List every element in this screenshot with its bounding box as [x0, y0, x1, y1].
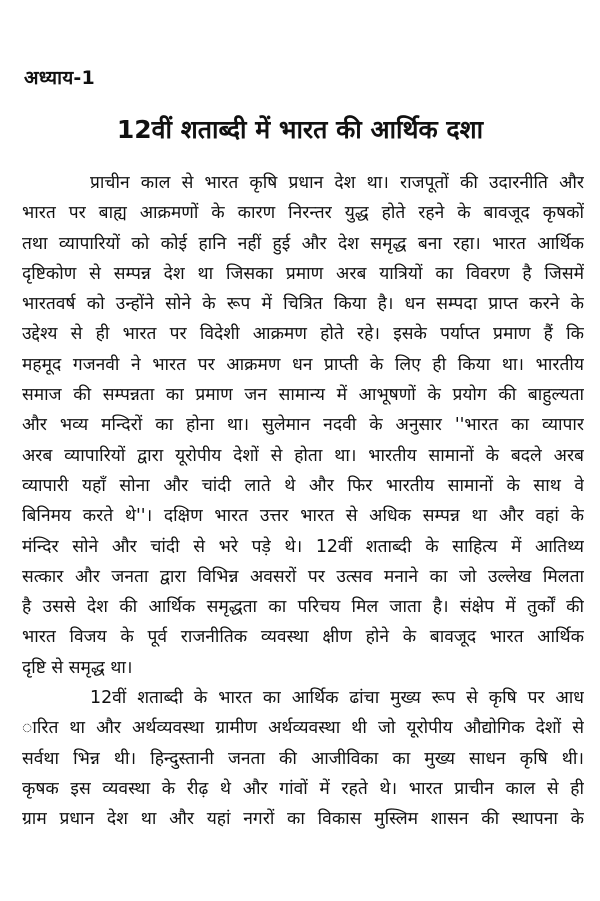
text-line: अरब व्यापारियों द्वारा यूरोपीय देशों से होता था। भारतीय सामानों के बदले अरब [22, 445, 584, 466]
text-line: मंन्दिर सोने और चांदी से भरे पड़े थे। 12वीं शताब्दी के साहित्य में आतिथ्य [22, 536, 584, 557]
text-line: बिनिमय करते थे''। दक्षिण भारत उत्तर भारत से अधिक सम्पन्न था और वहां के [22, 506, 584, 527]
text-line: महमूद गजनवी ने भारत पर आक्रमण धन प्राप्ती के लिए ही किया था। भारतीय [22, 354, 584, 375]
text-line: उद्देश्य से ही भारत पर विदेशी आक्रमण होते रहे। इसके पर्याप्त प्रमाण हैं कि [22, 324, 584, 345]
text-line: भारतवर्ष को उन्होंने सोने के रूप में चित्रित किया है। धन सम्पदा प्राप्त करने के [22, 294, 584, 315]
text-line: व्यापारी यहाँ सोना और चांदी लाते थे और फिर भारतीय सामानों के साथ वे [22, 475, 584, 496]
text-line: सर्वथा भिन्न थी। हिन्दुस्तानी जनता की आजीविका का मुख्य साधन कृषि थी। [22, 748, 584, 769]
text-line: ग्राम प्रधान देश था और यहां नगरों का विकास मुस्लिम शासन की स्थापना के [22, 809, 584, 830]
text-line: कृषक इस व्यवस्था के रीढ़ थे और गांवों में रहते थे। भारत प्राचीन काल से ही [22, 778, 584, 799]
text-line: भारत पर बाह्य आक्रमणों के कारण निरन्तर युद्ध होते रहने के बावजूद कृषकों [22, 203, 584, 224]
text-line: और भव्य मन्दिरों का होना था। सुलेमान नदवी के अनुसार ''भारत का व्यापार [22, 415, 584, 436]
text-line: भारत विजय के पूर्व राजनीतिक व्यवस्था क्षीण होने के बावजूद भारत आर्थिक [22, 627, 584, 648]
text-line: दृष्टिकोण से सम्पन्न देश था जिसका प्रमाण अरब यात्रियों का विवरण है जिसमें [22, 263, 584, 284]
page-title: 12वीं शताब्दी में भारत की आर्थिक दशा [116, 115, 484, 144]
text-line: तथा व्यापारियों को कोई हानि नहीं हुई और देश समृद्ध बना रहा। भारत आर्थिक [22, 233, 584, 254]
text-line: प्राचीन काल से भारत कृषि प्रधान देश था। राजपूतों की उदारनीति और [90, 173, 584, 193]
text-line: है उससे देश की आर्थिक समृद्धता का परिचय मिल जाता है। संक्षेप में तुर्कों की [22, 597, 584, 618]
body-text [22, 168, 584, 835]
chapter-heading: अध्याय-1 [24, 67, 95, 89]
text-line: 12वीं शताब्दी के भारत का आर्थिक ढांचा मुख्य रूप से कृषि पर आध [90, 688, 584, 709]
text-line: सत्कार और जनता द्वारा विभिन्न अवसरों पर उत्सव मनाने का जो उल्लेख मिलता [22, 566, 584, 587]
text-line: समाज की सम्पन्नता का प्रमाण जन सामान्य में आभूषणों के प्रयोग की बाहुल्यता [22, 385, 584, 406]
text-line: दृष्टि से समृद्ध था। [22, 657, 133, 678]
text-line: ारित था और अर्थव्यवस्था ग्रामीण अर्थव्यवस्था थी जो यूरोपीय औद्योगिक देशों से [22, 718, 584, 739]
